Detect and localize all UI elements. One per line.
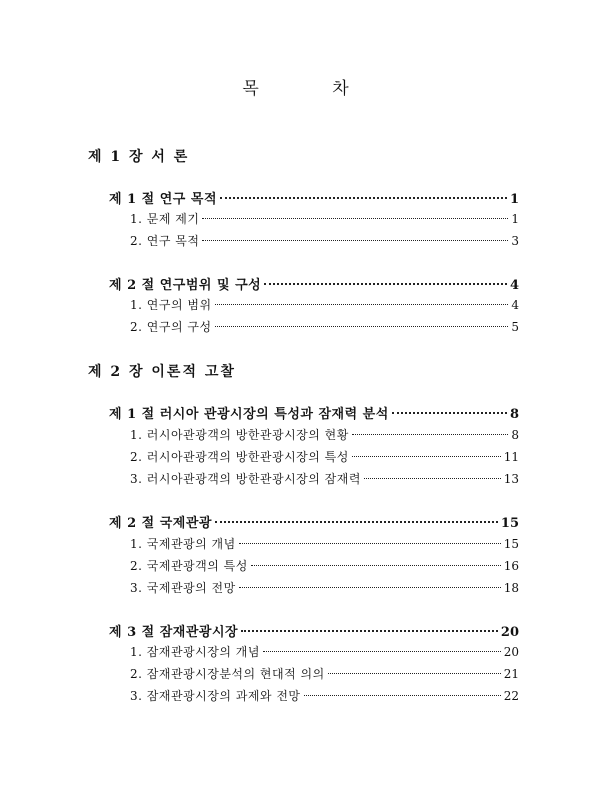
toc-section-2-1[interactable] xyxy=(109,403,519,422)
toc-section-label: 제 1 절 러시아 관광시장의 특성과 잠재력 분석 xyxy=(109,407,389,422)
toc-item-label: 2. 연구의 구성 xyxy=(130,320,212,334)
toc-item-2-1-1[interactable] xyxy=(130,426,519,443)
toc-item-1-2-1[interactable] xyxy=(130,296,519,313)
toc-chapter-2[interactable]: 제 2 장 이론적 고찰 xyxy=(88,364,236,380)
page-title: 목 차 xyxy=(242,79,383,99)
toc-item-label: 2. 연구 목적 xyxy=(130,234,200,248)
dot-leader xyxy=(364,478,501,479)
toc-page-number: 11 xyxy=(503,450,519,464)
toc-item-label: 1. 연구의 범위 xyxy=(130,298,212,312)
toc-item-2-3-1[interactable] xyxy=(130,643,519,660)
toc-page-number: 4 xyxy=(511,298,519,312)
toc-item-label: 1. 국제관광의 개념 xyxy=(130,537,236,551)
toc-page-number: 1 xyxy=(509,192,519,207)
toc-item-label: 3. 잠재관광시장의 과제와 전망 xyxy=(130,689,301,703)
toc-page-number: 13 xyxy=(503,472,519,486)
toc-item-2-1-3[interactable] xyxy=(130,470,519,487)
toc-page-number: 5 xyxy=(511,320,519,334)
toc-item-2-2-1[interactable] xyxy=(130,535,519,552)
toc-page-number: 22 xyxy=(503,689,519,703)
toc-item-label: 3. 국제관광의 전망 xyxy=(130,581,236,595)
toc-section-label: 제 1 절 연구 목적 xyxy=(109,192,217,207)
toc-section-1-1[interactable] xyxy=(109,188,519,207)
toc-item-label: 3. 러시아관광객의 방한관광시장의 잠재력 xyxy=(130,472,361,486)
dot-leader xyxy=(352,434,508,435)
dot-leader xyxy=(251,565,501,566)
toc-item-1-1-1[interactable] xyxy=(130,210,519,227)
dot-leader xyxy=(352,456,501,457)
toc-item-2-3-2[interactable] xyxy=(130,665,519,682)
toc-section-label: 제 2 절 연구범위 및 구성 xyxy=(109,278,262,293)
toc-item-label: 1. 러시아관광객의 방한관광시장의 현황 xyxy=(130,428,349,442)
toc-page-number: 20 xyxy=(503,645,519,659)
toc-section-2-3[interactable] xyxy=(109,621,519,640)
dot-leader xyxy=(263,651,501,652)
toc-page-number: 15 xyxy=(500,516,519,531)
toc-page-number: 1 xyxy=(511,212,519,226)
dot-leader xyxy=(202,218,508,219)
toc-page-number: 8 xyxy=(509,407,519,422)
toc-page-number: 8 xyxy=(511,428,519,442)
dot-leader xyxy=(202,240,508,241)
toc-section-label: 제 2 절 국제관광 xyxy=(109,516,212,531)
toc-page-number: 15 xyxy=(503,537,519,551)
toc-item-label: 2. 국제관광객의 특성 xyxy=(130,559,248,573)
dot-leader xyxy=(215,326,509,327)
toc-item-2-1-2[interactable] xyxy=(130,448,519,465)
dot-leader xyxy=(239,587,501,588)
toc-section-label: 제 3 절 잠재관광시장 xyxy=(109,625,239,640)
toc-item-label: 1. 잠재관광시장의 개념 xyxy=(130,645,260,659)
dot-leader xyxy=(220,197,507,199)
toc-item-2-3-3[interactable] xyxy=(130,687,519,704)
toc-section-2-2[interactable] xyxy=(109,512,519,531)
toc-item-1-1-2[interactable] xyxy=(130,232,519,249)
toc-page-number: 3 xyxy=(511,234,519,248)
toc-section-1-2[interactable] xyxy=(109,274,519,293)
toc-page-number: 4 xyxy=(509,278,519,293)
toc-item-label: 2. 잠재관광시장분석의 현대적 의의 xyxy=(130,667,325,681)
dot-leader xyxy=(328,673,501,674)
dot-leader xyxy=(215,304,509,305)
toc-item-1-2-2[interactable] xyxy=(130,318,519,335)
toc-chapter-1[interactable]: 제 1 장 서 론 xyxy=(88,149,190,165)
toc-page-number: 21 xyxy=(503,667,519,681)
dot-leader xyxy=(241,630,498,632)
toc-item-label: 2. 러시아관광객의 방한관광시장의 특성 xyxy=(130,450,349,464)
toc-page-number: 16 xyxy=(503,559,519,573)
dot-leader xyxy=(392,412,507,414)
toc-item-2-2-2[interactable] xyxy=(130,557,519,574)
dot-leader xyxy=(215,521,498,523)
toc-page-number: 20 xyxy=(500,625,519,640)
dot-leader xyxy=(304,695,501,696)
toc-page-number: 18 xyxy=(503,581,519,595)
dot-leader xyxy=(264,283,507,285)
dot-leader xyxy=(239,543,501,544)
toc-item-label: 1. 문제 제기 xyxy=(130,212,200,226)
toc-item-2-2-3[interactable] xyxy=(130,579,519,596)
